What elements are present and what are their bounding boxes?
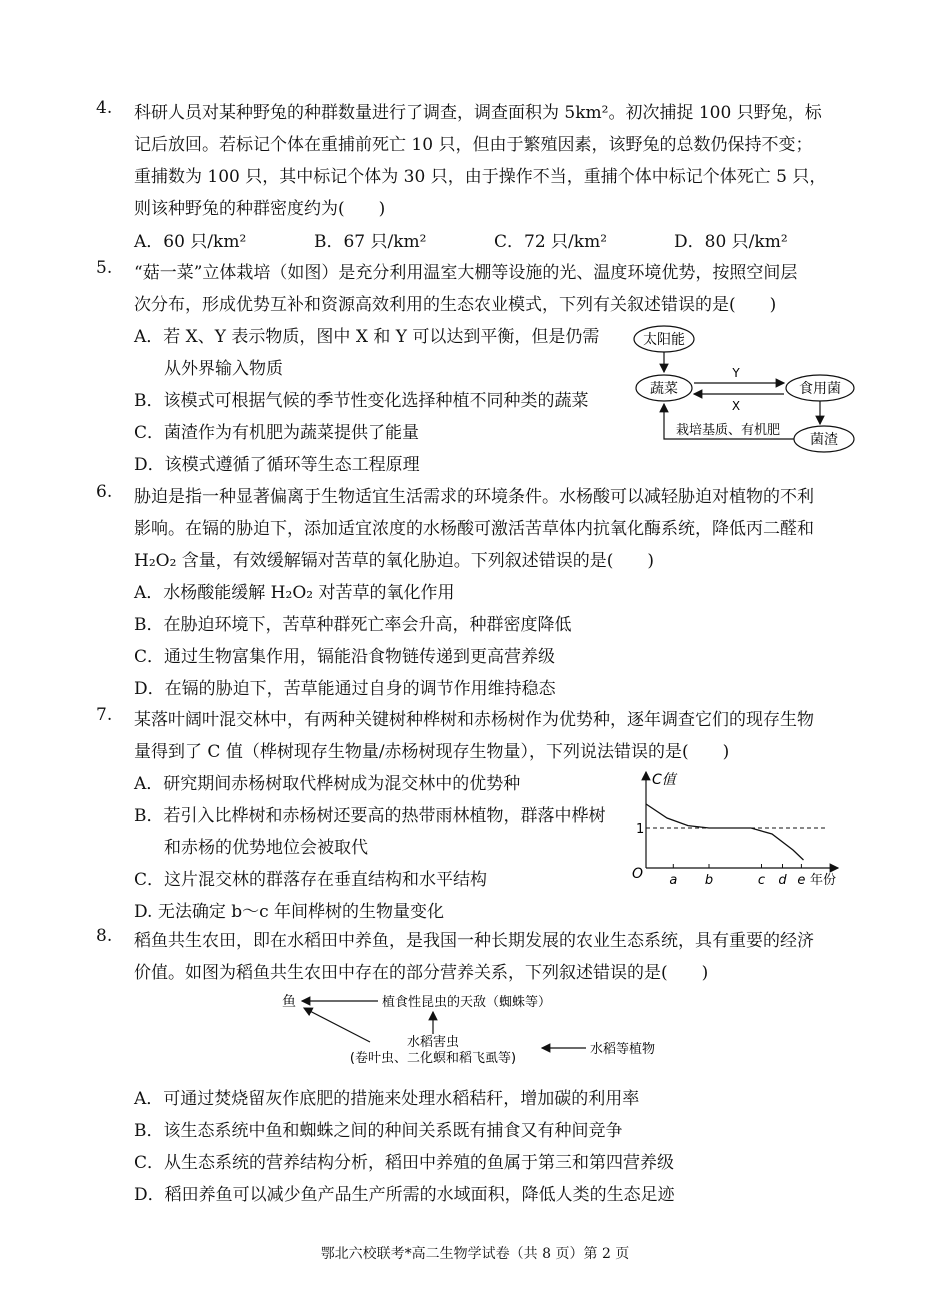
x-tick-label: d	[778, 873, 787, 888]
rice-label: 水稻等植物	[590, 1042, 656, 1057]
enemy-label: 植食性昆虫的天敌（蜘蛛等）	[382, 995, 552, 1010]
option-d: D．在镉的胁迫下，苦草能通过自身的调节作用维持稳态	[134, 679, 556, 699]
question-text-line: 影响。在镉的胁迫下，添加适宜浓度的水杨酸可激活苦草体内抗氧化酶系统，降低丙二醛和	[134, 519, 814, 539]
option-a: A．研究期间赤杨树取代桦树成为混交林中的优势种	[134, 774, 521, 794]
y-axis-label: C值	[652, 772, 676, 788]
option-c: C．菌渣作为有机肥为蔬菜提供了能量	[134, 423, 420, 443]
sun-label: 太阳能	[643, 332, 685, 348]
pest-detail-label: (卷叶虫、二化螟和稻飞虱等)	[349, 1051, 517, 1066]
fungi-label: 食用菌	[799, 381, 841, 397]
x-tick-label: c	[757, 873, 766, 888]
question-text-line: 价值。如图为稻鱼共生农田中存在的部分营养关系，下列叙述错误的是( )	[134, 963, 709, 983]
option-c: C．这片混交林的群落存在垂直结构和水平结构	[134, 870, 488, 890]
vegetable-label: 蔬菜	[650, 381, 678, 397]
question-number: 6.	[96, 482, 113, 502]
substrate-label: 栽培基质、有机肥	[675, 423, 781, 438]
pest-to-fish-arrow	[304, 1008, 370, 1042]
option-a: A．60 只/km²	[134, 232, 247, 252]
option-c: C．通过生物富集作用，镉能沿食物链传递到更高营养级	[134, 647, 556, 667]
option-b: B．在胁迫环境下，苦草种群死亡率会升高，种群密度降低	[134, 615, 572, 635]
question-text-line: 量得到了 C 值（桦树现存生物量/赤杨树现存生物量），下列说法错误的是( )	[134, 742, 730, 762]
question-text-line: 记后放回。若标记个体在重捕前死亡 10 只，但由于繁殖因素，该野兔的总数仍保持不变；	[134, 135, 813, 155]
mushroom-vegetable-diagram	[628, 322, 860, 458]
option-b: B．该模式可根据气候的季节性变化选择种植不同种类的蔬菜	[134, 391, 589, 411]
question-number: 4.	[96, 98, 113, 118]
c-value-chart	[628, 766, 852, 894]
question-text-line: 次分布，形成优势互补和资源高效利用的生态农业模式，下列有关叙述错误的是( )	[134, 295, 777, 315]
question-text-line: 科研人员对某种野兔的种群数量进行了调查，调查面积为 5km²。初次捕捉 100 只野兔，标	[134, 103, 822, 123]
question-text-line: “菇一菜”立体栽培（如图）是充分利用温室大棚等设施的光、温度环境优势，按照空间层	[134, 263, 798, 283]
question-text-line: 胁迫是指一种显著偏离于生物适宜生活需求的环境条件。水杨酸可以减轻胁迫对植物的不利	[134, 487, 814, 507]
option-a: A．水杨酸能缓解 H₂O₂ 对苦草的氧化作用	[134, 583, 455, 603]
option-d: D．该模式遵循了循环等生态工程原理	[134, 455, 420, 475]
option-b: B．67 只/km²	[314, 232, 427, 252]
question-text-line: 稻鱼共生农田，即在水稻田中养鱼，是我国一种长期发展的农业生态系统，具有重要的经济	[134, 931, 814, 951]
origin-label: O	[632, 866, 644, 882]
x-label: X	[731, 399, 741, 413]
option-b: B．若引入比桦树和赤杨树还要高的热带雨林植物，群落中桦树	[134, 806, 606, 826]
option-a-continued: 从外界输入物质	[164, 359, 283, 379]
page-footer: 鄂北六校联考*高二生物学试卷（共 8 页）第 2 页	[320, 1246, 630, 1262]
y-label: Y	[732, 366, 740, 380]
x-tick-label: b	[704, 873, 714, 888]
question-text-line: 则该种野兔的种群密度约为( )	[134, 199, 386, 219]
option-d: D．80 只/km²	[674, 232, 788, 252]
option-c: C．从生态系统的营养结构分析，稻田中养殖的鱼属于第三和第四营养级	[134, 1153, 675, 1173]
x-tick-label: a	[669, 873, 678, 888]
pest-label: 水稻害虫	[406, 1035, 460, 1050]
question-text-line: 某落叶阔叶混交林中，有两种关键树种桦树和赤杨树作为优势种，逐年调查它们的现存生物	[134, 710, 814, 730]
option-d: D. 无法确定 b～c 年间桦树的生物量变化	[134, 902, 445, 922]
x-axis-label: 年份	[810, 873, 837, 888]
question-number: 5.	[96, 258, 113, 278]
residue-label: 菌渣	[810, 432, 838, 448]
question-number: 8.	[96, 926, 113, 946]
question-number: 7.	[96, 705, 113, 725]
option-b-continued: 和赤杨的优势地位会被取代	[164, 838, 368, 858]
x-tick-label: e	[797, 873, 806, 888]
option-c: C．72 只/km²	[494, 232, 608, 252]
food-web-diagram	[270, 986, 680, 1066]
reference-label: 1	[636, 822, 645, 837]
fish-label: 鱼	[282, 994, 296, 1010]
option-b: B．该生态系统中鱼和蜘蛛之间的种间关系既有捕食又有种间竞争	[134, 1121, 623, 1141]
option-a: A．可通过焚烧留灰作底肥的措施来处理水稻秸秆，增加碳的利用率	[134, 1089, 640, 1109]
c-value-series-line	[646, 804, 804, 860]
option-d: D．稻田养鱼可以减少鱼产品生产所需的水域面积，降低人类的生态足迹	[134, 1185, 675, 1205]
option-a: A．若 X、Y 表示物质，图中 X 和 Y 可以达到平衡，但是仍需	[134, 327, 600, 347]
question-text-line: H₂O₂ 含量，有效缓解镉对苦草的氧化胁迫。下列叙述错误的是( )	[134, 551, 655, 571]
question-text-line: 重捕数为 100 只，其中标记个体为 30 只，由于操作不当，重捕个体中标记个体死亡 5 只，	[134, 167, 827, 187]
